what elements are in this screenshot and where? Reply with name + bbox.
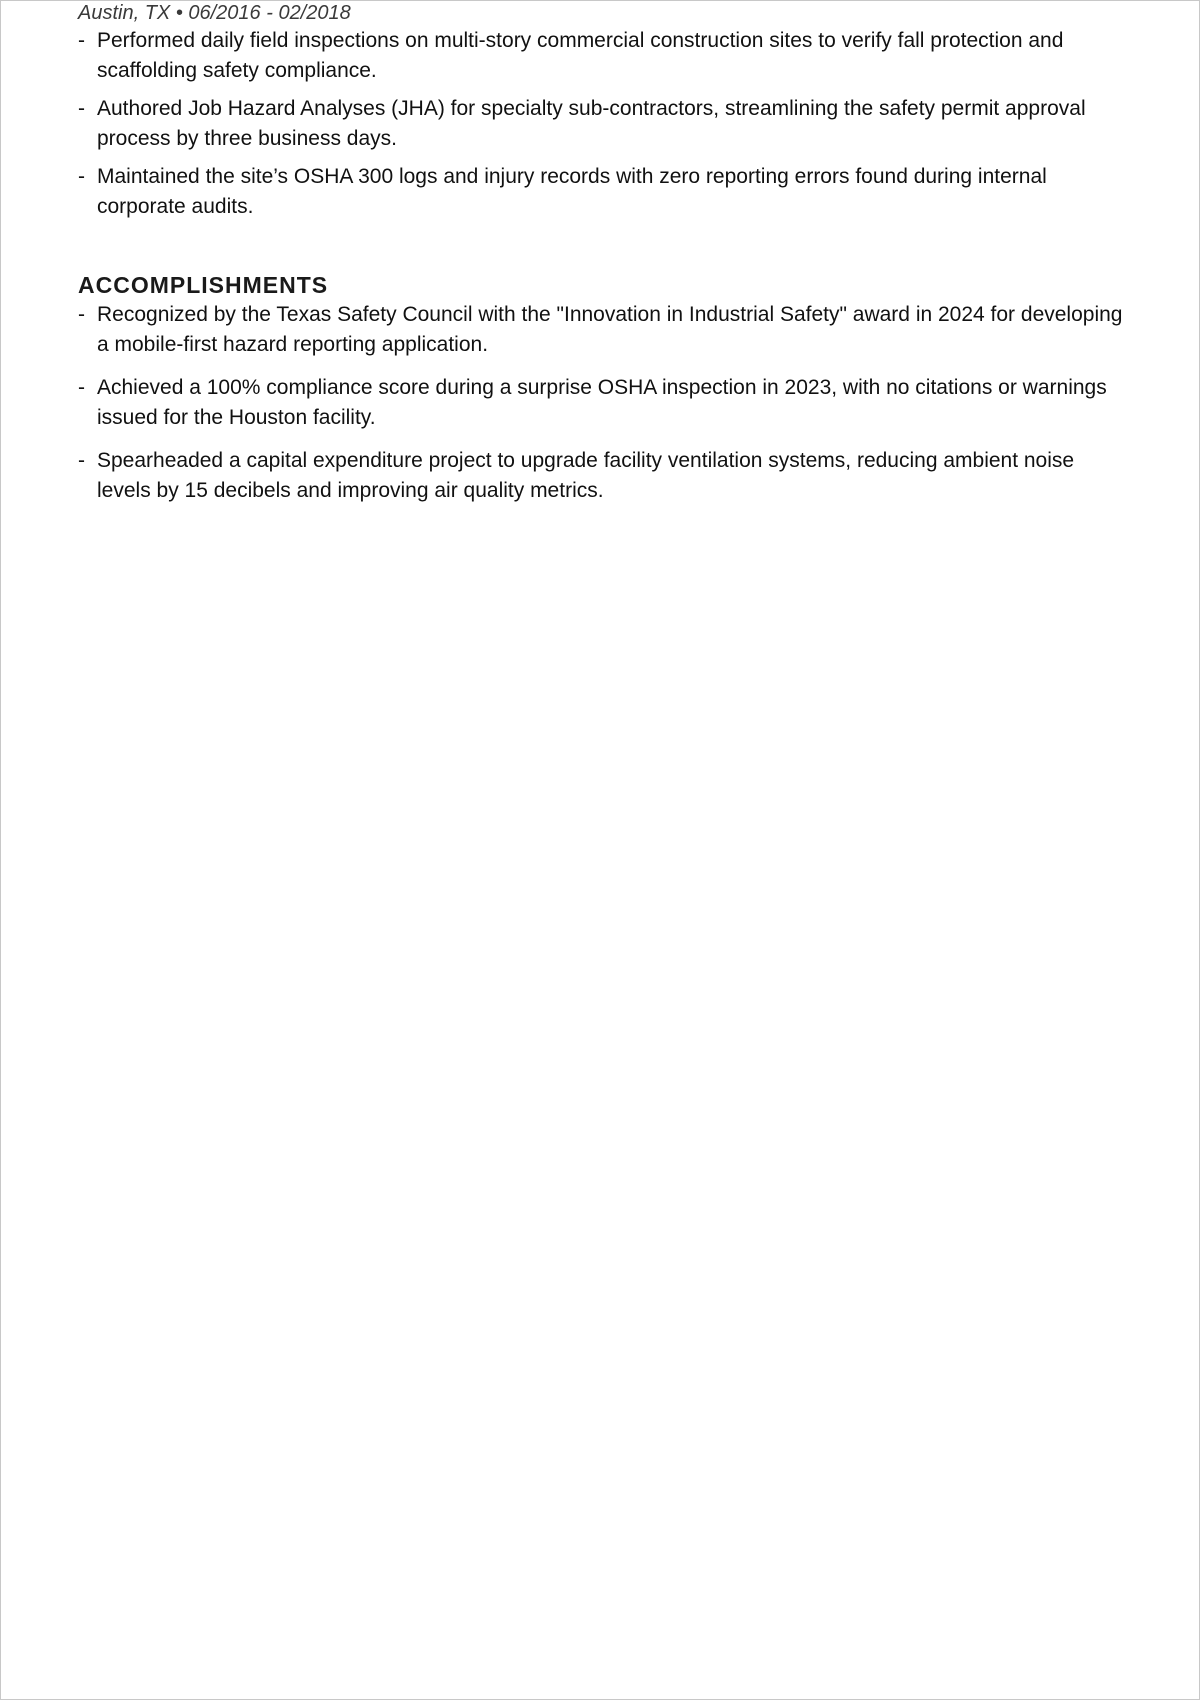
bullet-text: Achieved a 100% compliance score during a surprise OSHA inspection in 2023, with no citations or warnings issued for the Houston facility.	[97, 376, 1107, 429]
bullet-text: Maintained the site’s OSHA 300 logs and injury records with zero reporting errors found during internal corporate audits.	[97, 165, 1047, 218]
list-item	[78, 373, 1128, 433]
bullet-dash: -	[78, 449, 85, 472]
bullet-text: Authored Job Hazard Analyses (JHA) for specialty sub-contractors, streamlining the safety permit approval process by three business days.	[97, 97, 1086, 150]
bullet-text: Spearheaded a capital expenditure project to upgrade facility ventilation systems, reducing ambient noise levels by 15 decibels and improving air quality metrics.	[97, 449, 1075, 502]
bullet-dash: -	[78, 165, 85, 188]
bullet-text: Recognized by the Texas Safety Council with the "Innovation in Industrial Safety" award in 2024 for developing a mobile-first hazard reporting application.	[97, 303, 1123, 356]
resume-content	[78, 1, 1128, 506]
list-item	[78, 26, 1128, 86]
bullet-text: Performed daily field inspections on multi-story commercial construction sites to verify fall protection and scaffolding safety compliance.	[97, 29, 1064, 82]
bullet-dash: -	[78, 97, 85, 120]
list-item	[78, 162, 1128, 222]
section-title-accomplishments: ACCOMPLISHMENTS	[78, 272, 329, 298]
list-item	[78, 300, 1128, 360]
list-item	[78, 94, 1128, 154]
bullet-dash: -	[78, 29, 85, 52]
experience-bullet-list	[78, 26, 1128, 222]
bullet-dash: -	[78, 303, 85, 326]
list-item	[78, 446, 1128, 506]
bullet-dash: -	[78, 376, 85, 399]
accomplishments-bullet-list	[78, 300, 1128, 506]
job-location-dates: Austin, TX • 06/2016 - 02/2018	[78, 2, 351, 24]
